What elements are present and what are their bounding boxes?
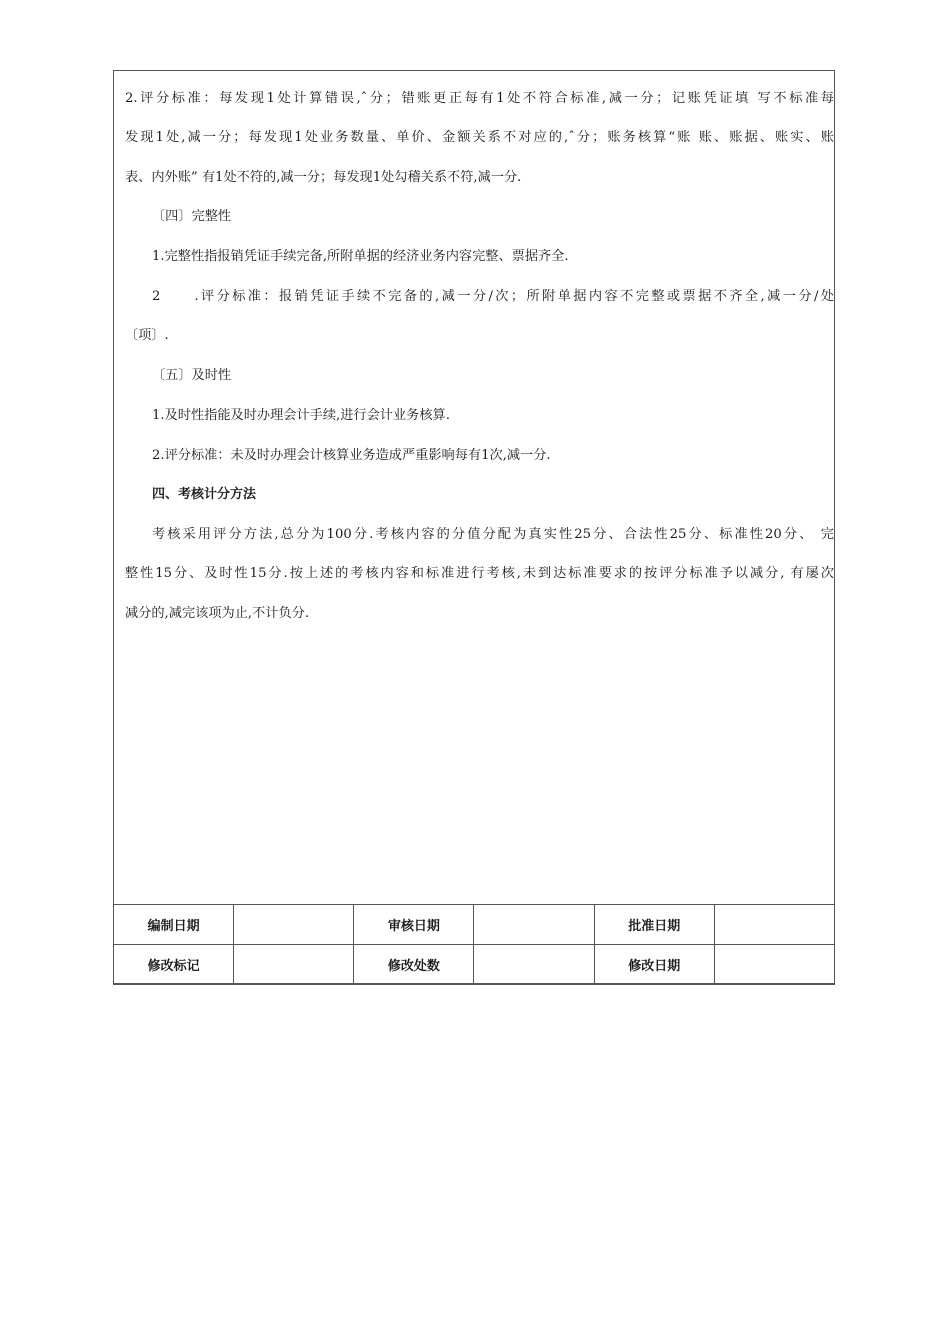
label-revision-mark: 修改标记 — [114, 945, 234, 985]
section-heading-scoring-method: 四、考核计分方法 — [152, 487, 257, 502]
label-compile-date: 编制日期 — [114, 905, 234, 945]
item-text: .评分标准：报销凭证手续不完备的,减一分/次；所附单据内容不完整或票据不齐全,减一分/处 — [194, 289, 834, 304]
label-revision-count: 修改处数 — [354, 945, 474, 985]
paragraph-completeness-standard-line-2: 〔项〕. — [125, 328, 169, 343]
paragraph-completeness-standard-line-1 — [152, 288, 834, 306]
value-revision-count — [474, 945, 594, 985]
paragraph-scoring-standard-line-3: 表、内外账” 有1处不符的,减一分；每发现1处勾稽关系不符,减一分. — [125, 170, 522, 185]
value-review-date — [474, 905, 594, 945]
value-revision-date — [714, 945, 834, 985]
signoff-row-2 — [114, 945, 835, 985]
paragraph-scoring-method-line-3: 减分的,减完该项为止,不计负分. — [125, 606, 310, 621]
label-approve-date: 批准日期 — [594, 905, 714, 945]
paragraph-scoring-standard-line-1: 2.评分标准：每发现1处计算错误,ˆ分；错账更正每有1处不符合标准,减一分；记账凭证填 写不标准每 — [125, 91, 834, 106]
value-compile-date — [234, 905, 354, 945]
value-revision-mark — [234, 945, 354, 985]
heading-completeness: 〔四〕完整性 — [152, 209, 232, 224]
paragraph-scoring-method-line-2: 整性15分、及时性15分.按上述的考核内容和标准进行考核,未到达标准要求的按评分标准予以减分, 有屡次 — [125, 566, 834, 581]
value-approve-date — [714, 905, 834, 945]
signoff-table — [113, 904, 835, 985]
signoff-row-1 — [114, 905, 835, 945]
paragraph-scoring-standard-line-2: 发现1处,减一分；每发现1处业务数量、单价、金额关系不对应的,ˆ分；账务核算“账 账、账据、账实、账 — [125, 130, 834, 145]
label-revision-date: 修改日期 — [594, 945, 714, 985]
paragraph-scoring-method-line-1: 考核采用评分方法,总分为100分.考核内容的分值分配为真实性25分、合法性25分、标准性20分、 完 — [152, 527, 834, 542]
label-review-date: 审核日期 — [354, 905, 474, 945]
paragraph-timeliness-definition: 1.及时性指能及时办理会计手续,进行会计业务核算. — [152, 408, 450, 423]
heading-timeliness: 〔五〕及时性 — [152, 368, 232, 383]
paragraph-completeness-definition: 1.完整性指报销凭证手续完备,所附单据的经济业务内容完整、票据齐全. — [152, 249, 569, 264]
item-number: 2 — [152, 289, 161, 304]
paragraph-timeliness-standard: 2.评分标准：未及时办理会计核算业务造成严重影响每有1次,减一分. — [152, 448, 551, 463]
document-frame — [113, 70, 835, 984]
